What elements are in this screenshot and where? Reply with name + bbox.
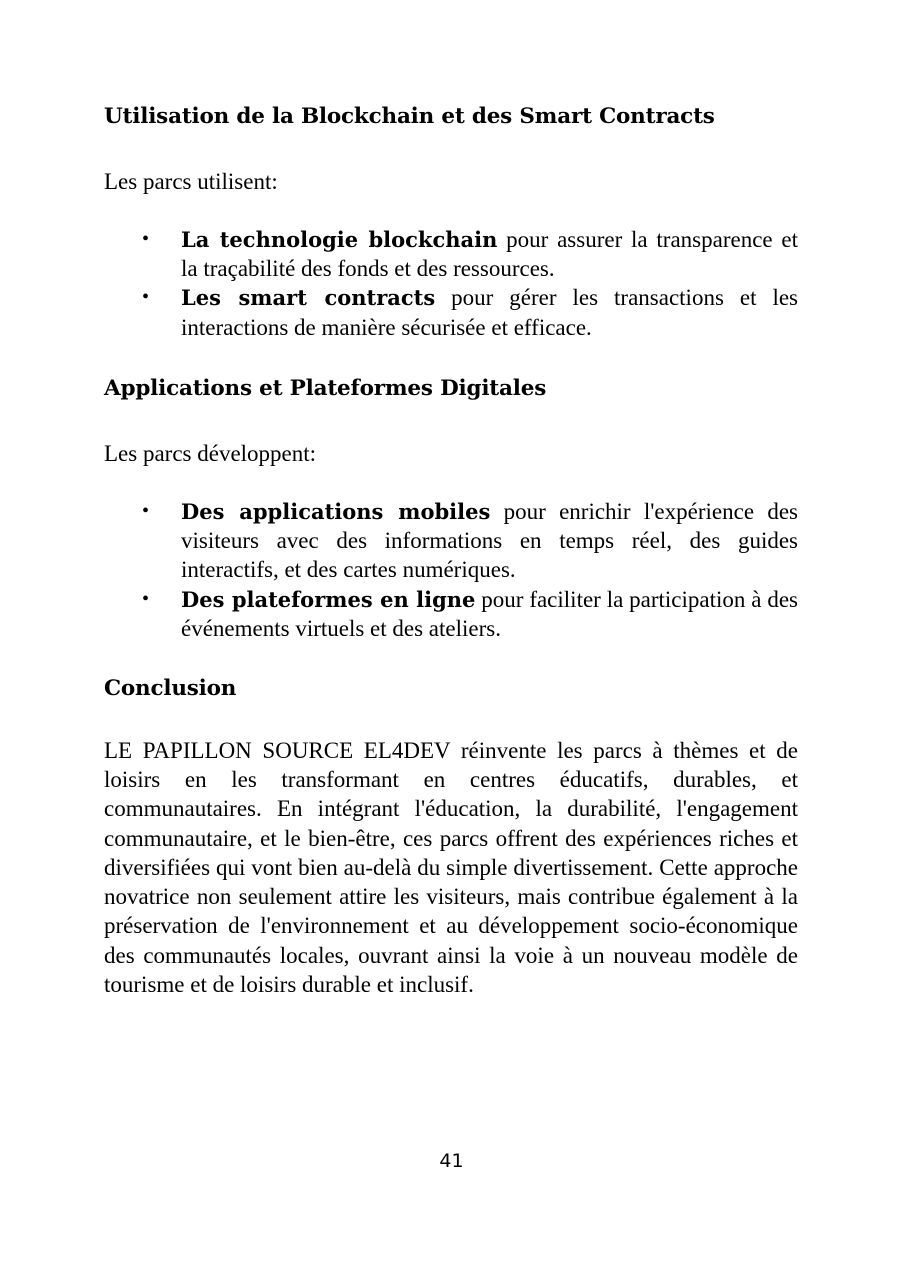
- bullet-icon: •: [142, 227, 150, 250]
- list-item: [104, 497, 798, 585]
- list-item: [104, 225, 798, 284]
- bullet-icon: •: [142, 286, 150, 309]
- list-item-text: pour gérer les transactions et les interactions de manière sécurisée et efficace.: [181, 285, 798, 340]
- list-item-text: pour faciliter la participation à des événements virtuels et des ateliers.: [181, 586, 798, 642]
- list-item-text: pour enrichir l'expérience des visiteurs avec des informations en temps réel, des guides interactifs, et des cartes numériques.: [181, 498, 798, 583]
- list-item: [104, 283, 798, 342]
- list-item: [104, 585, 798, 644]
- section-intro-applications: Les parcs développent:: [104, 441, 317, 467]
- list-item-text: pour assurer la transparence et la traçabilité des fonds et des ressources.: [181, 226, 798, 281]
- conclusion-paragraph: LE PAPILLON SOURCE EL4DEV réinvente les parcs à thèmes et de loisirs en les transformant en centres éducatifs, durables, et communautaires. En intégrant l'éducation, la durabilité, l'engagement communautaire, et le bien-être, ces parcs offrent des expériences riches et diversifiées qui vont bien au-delà du simple divertissement. Cette approche novatrice non seulement attire les visiteurs, mais contribue également à la préservation de l'environnement et au développement socio-économique des communautés locales, ouvrant ainsi la voie à un nouveau modèle de tourisme et de loisirs durable et inclusif.: [104, 737, 798, 998]
- section-heading-blockchain: Utilisation de la Blockchain et des Smart Contracts: [104, 104, 715, 129]
- list-item-bold: La technologie blockchain: [181, 226, 498, 252]
- bullet-list-applications: [104, 497, 798, 644]
- list-item-bold: Des applications mobiles: [181, 498, 491, 524]
- section-intro-blockchain: Les parcs utilisent:: [104, 169, 278, 194]
- page-number: 41: [439, 1150, 464, 1172]
- section-heading-conclusion: Conclusion: [104, 675, 237, 701]
- bullet-icon: •: [142, 587, 150, 610]
- section-heading-applications: Applications et Plateformes Digitales: [104, 376, 547, 402]
- bullet-list-blockchain: [104, 225, 798, 343]
- list-item-bold: Les smart contracts: [181, 285, 436, 311]
- list-item-bold: Des plateformes en ligne: [181, 586, 476, 612]
- page-content: [104, 100, 798, 999]
- bullet-icon: •: [142, 499, 150, 522]
